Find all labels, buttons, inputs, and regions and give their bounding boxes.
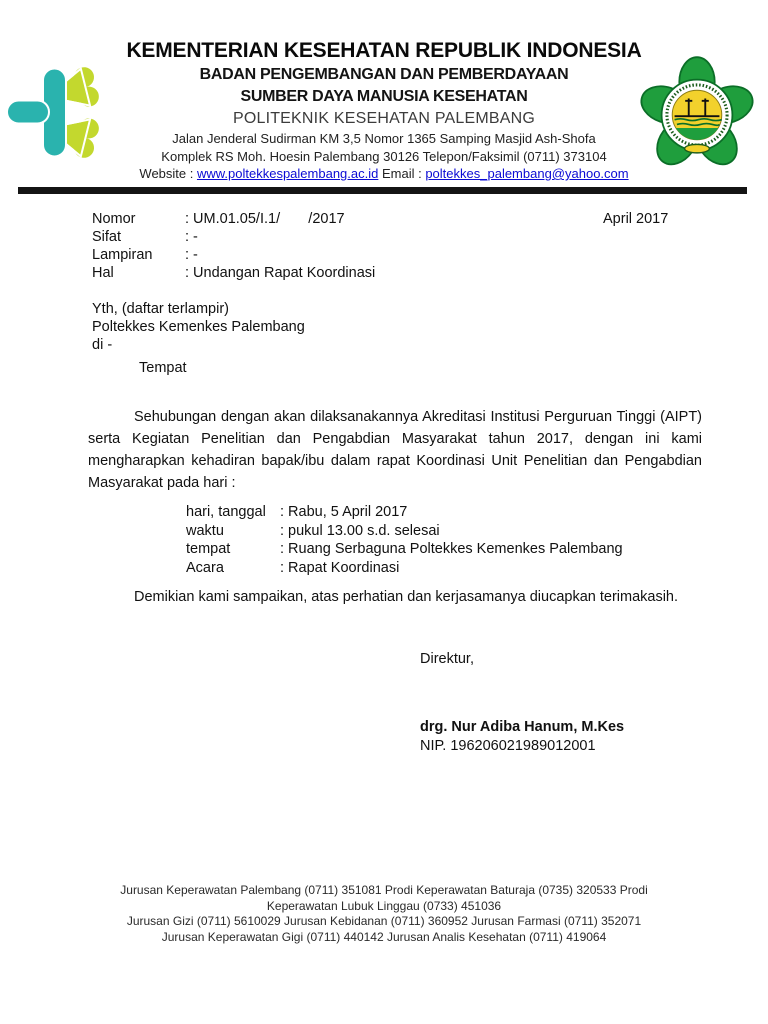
meta-row-sifat	[92, 228, 700, 246]
agency-name-line1: BADAN PENGEMBANGAN DAN PEMBERDAYAAN	[199, 66, 569, 83]
meta-row-lampiran	[92, 246, 700, 264]
waktu-value: : pukul 13.00 s.d. selesai	[280, 522, 440, 539]
footer-line-1: Jurusan Keperawatan Palembang (0711) 351081 Prodi Keperawatan Baturaja (0735) 320533 Prodi	[120, 883, 648, 897]
signer-nip: NIP. 196206021989012001	[420, 738, 596, 754]
letter-meta	[92, 210, 700, 282]
nomor-label: Nomor	[92, 211, 136, 227]
sifat-label: Sifat	[92, 229, 122, 245]
recipient-block	[92, 300, 700, 377]
address-line-2: Komplek RS Moh. Hoesin Palembang 30126 Telepon/Faksimil (0711) 373104	[161, 149, 607, 164]
detail-row-hari	[186, 503, 700, 522]
letterhead	[0, 0, 768, 182]
waktu-label: waktu	[186, 522, 224, 539]
letterhead-divider	[18, 187, 747, 194]
footer-line-4: Jurusan Keperawatan Gigi (0711) 440142 Jurusan Analis Kesehatan (0711) 419064	[161, 929, 607, 944]
hal-label: Hal	[92, 265, 114, 281]
website-link[interactable]: www.poltekkespalembang.ac.id	[196, 166, 379, 181]
contact-line	[104, 165, 664, 182]
institution-name: POLITEKNIK KESEHATAN PALEMBANG	[232, 110, 536, 127]
tempat-value: : Ruang Serbaguna Poltekkes Kemenkes Palembang	[280, 541, 623, 557]
poltekkes-palembang-logo-icon	[638, 56, 756, 174]
kemenkes-logo-icon	[6, 60, 106, 165]
recipient-line-1: Yth, (daftar terlampir)	[92, 301, 229, 317]
meeting-details	[186, 503, 700, 577]
recipient-line-3: di -	[92, 337, 113, 353]
email-link[interactable]: poltekkes_palembang@yahoo.com	[425, 166, 629, 181]
hal-value: : Undangan Rapat Koordinasi	[185, 265, 376, 281]
hari-value: : Rabu, 5 April 2017	[280, 504, 408, 520]
address-line-1: Jalan Jenderal Sudirman KM 3,5 Nomor 1365 Samping Masjid Ash-Shofa	[172, 131, 596, 146]
detail-row-tempat	[186, 540, 700, 559]
signature-block	[420, 650, 768, 756]
ministry-name: KEMENTERIAN KESEHATAN REPUBLIK INDONESIA	[126, 39, 642, 62]
lampiran-value: : -	[185, 247, 198, 263]
signer-title: Direktur,	[420, 651, 474, 667]
tempat-label: tempat	[186, 541, 231, 557]
body-paragraph-1: Sehubungan dengan akan dilaksanakannya Akreditasi Institusi Perguruan Tinggi (AIPT) serta Kegiatan Penelitian dan Pengabdian Masyarakat tahun 2017, dengan ini kami mengharapkan kehadiran bapak/ibu dalam rapat Koordinasi Unit Penelitian dan Pengabdian Masyarakat pada hari :	[88, 409, 702, 491]
email-label: Email :	[378, 166, 426, 181]
recipient-line-2: Poltekkes Kemenkes Palembang	[92, 319, 305, 335]
signer-name: drg. Nur Adiba Hanum, M.Kes	[420, 719, 625, 735]
footer-contact-block	[0, 883, 768, 945]
nomor-value: : UM.01.05/I.1/ /2017	[185, 211, 345, 227]
website-label: Website :	[139, 166, 197, 181]
hari-label: hari, tanggal	[186, 504, 266, 520]
lampiran-label: Lampiran	[92, 247, 153, 263]
detail-row-waktu	[186, 522, 700, 541]
sifat-value: : -	[185, 229, 198, 245]
agency-name-line2: SUMBER DAYA MANUSIA KESEHATAN	[240, 88, 528, 105]
meta-row-hal	[92, 264, 700, 282]
recipient-line-4: Tempat	[139, 360, 187, 376]
letter-date: April 2017	[603, 211, 669, 227]
footer-line-3: Jurusan Gizi (0711) 5610029 Jurusan Kebidanan (0711) 360952 Jurusan Farmasi (0711) 352071	[126, 914, 642, 928]
acara-label: Acara	[186, 559, 224, 576]
footer-line-2: Keperawatan Lubuk Linggau (0733) 451036	[266, 898, 502, 913]
acara-value: : Rapat Koordinasi	[280, 559, 400, 576]
detail-row-acara	[186, 559, 700, 578]
body-paragraph-2: Demikian kami sampaikan, atas perhatian dan kerjasamanya diucapkan terimakasih.	[134, 589, 679, 605]
